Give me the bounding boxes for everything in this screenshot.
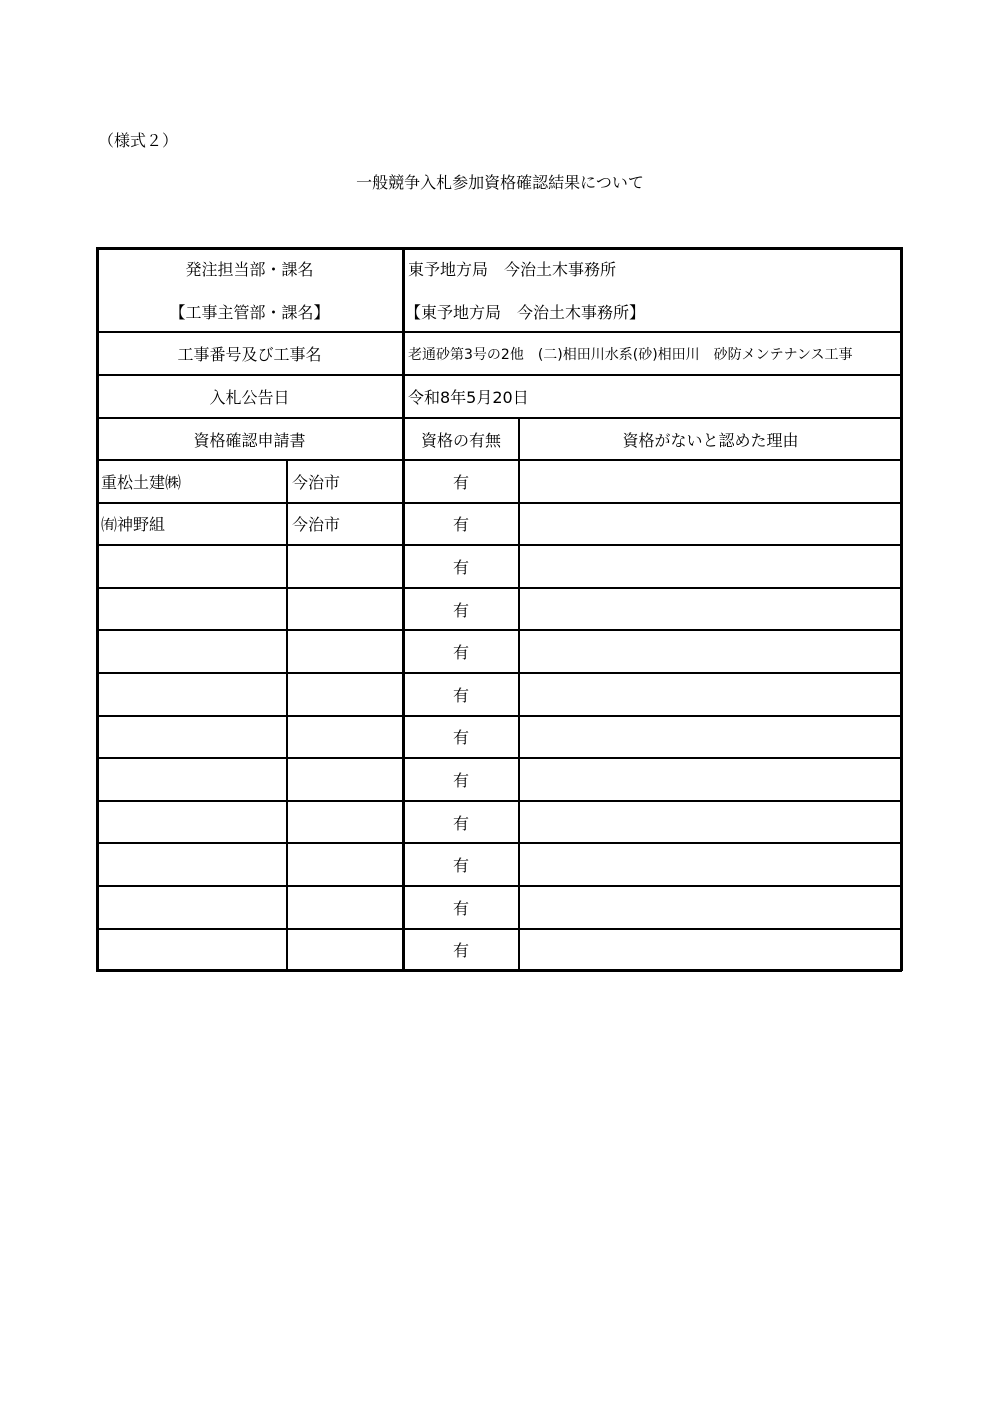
city-cell: 今治市 xyxy=(292,472,341,492)
eligibility-cell: 有 xyxy=(452,557,469,577)
table-rule xyxy=(402,247,405,971)
eligibility-cell: 有 xyxy=(452,643,469,663)
document-title: 一般競争入札参加資格確認結果について xyxy=(356,173,644,192)
reason-cell xyxy=(519,545,902,588)
ordering-dept-label: 発注担当部・課名 xyxy=(185,260,314,279)
table-rule xyxy=(96,374,902,376)
eligibility-result-table xyxy=(96,247,902,971)
eligibility-cell: 有 xyxy=(452,472,469,492)
table-rule xyxy=(96,331,902,333)
city-cell xyxy=(287,588,403,631)
company-name-cell xyxy=(96,843,287,886)
city-cell: 今治市 xyxy=(292,515,341,535)
form-number-label: （様式２） xyxy=(98,131,179,150)
city-cell xyxy=(287,758,403,801)
reason-cell xyxy=(519,503,902,546)
reason-cell xyxy=(519,758,902,801)
table-rule xyxy=(96,544,902,546)
company-name-cell xyxy=(96,886,287,929)
company-name-cell xyxy=(96,545,287,588)
eligibility-cell: 有 xyxy=(452,941,469,961)
company-name-cell: ㈲神野組 xyxy=(101,515,166,535)
reason-cell xyxy=(519,801,902,844)
reason-cell xyxy=(519,716,902,759)
table-rule xyxy=(96,928,902,930)
eligibility-cell: 有 xyxy=(452,728,469,748)
supervising-dept-label: 【工事主管部・課名】 xyxy=(169,302,330,322)
reason-cell xyxy=(519,673,902,716)
reason-cell xyxy=(519,843,902,886)
column-header-application: 資格確認申請書 xyxy=(193,430,306,450)
table-rule xyxy=(96,459,902,461)
company-name-cell xyxy=(96,588,287,631)
city-cell xyxy=(287,630,403,673)
company-name-cell xyxy=(96,716,287,759)
table-rule xyxy=(96,417,902,419)
city-cell xyxy=(287,886,403,929)
project-value: 老通砂第3号の2他 (二)相田川水系(砂)相田川 砂防メンテナンス工事 xyxy=(408,346,853,363)
table-rule xyxy=(96,885,902,887)
table-rule xyxy=(96,715,902,717)
eligibility-cell: 有 xyxy=(452,856,469,876)
company-name-cell xyxy=(96,673,287,716)
eligibility-cell: 有 xyxy=(452,600,469,620)
table-rule xyxy=(96,502,902,504)
table-rule xyxy=(96,800,902,802)
column-header-reason: 資格がないと認めた理由 xyxy=(622,430,799,450)
reason-cell xyxy=(519,588,902,631)
table-rule xyxy=(96,969,902,972)
eligibility-cell: 有 xyxy=(452,813,469,833)
table-rule xyxy=(900,247,903,971)
eligibility-cell: 有 xyxy=(452,898,469,918)
company-name-cell xyxy=(96,929,287,972)
company-name-cell xyxy=(96,758,287,801)
table-rule xyxy=(286,460,288,971)
city-cell xyxy=(287,545,403,588)
company-name-cell xyxy=(96,630,287,673)
city-cell xyxy=(287,673,403,716)
table-rule xyxy=(96,247,902,250)
company-name-cell: 重松土建㈱ xyxy=(101,472,182,492)
city-cell xyxy=(287,929,403,972)
table-rule xyxy=(96,842,902,844)
eligibility-cell: 有 xyxy=(452,515,469,535)
reason-cell xyxy=(519,630,902,673)
table-rule xyxy=(96,672,902,674)
city-cell xyxy=(287,716,403,759)
table-rule xyxy=(96,587,902,589)
table-rule xyxy=(96,247,99,971)
city-cell xyxy=(287,801,403,844)
project-label: 工事番号及び工事名 xyxy=(177,345,322,364)
table-rule xyxy=(518,418,520,971)
reason-cell xyxy=(519,460,902,503)
ordering-dept-value: 東予地方局 今治土木事務所 xyxy=(408,260,617,279)
supervising-dept-value: 【東予地方局 今治土木事務所】 xyxy=(405,302,646,322)
table-rule xyxy=(96,629,902,631)
company-name-cell xyxy=(96,801,287,844)
eligibility-cell: 有 xyxy=(452,770,469,790)
reason-cell xyxy=(519,886,902,929)
city-cell xyxy=(287,843,403,886)
bid-date-label: 入札公告日 xyxy=(209,388,290,407)
bid-date-value: 令和8年5月20日 xyxy=(408,388,529,407)
table-rule xyxy=(96,757,902,759)
eligibility-cell: 有 xyxy=(452,685,469,705)
column-header-eligibility: 資格の有無 xyxy=(420,430,501,450)
reason-cell xyxy=(519,929,902,972)
